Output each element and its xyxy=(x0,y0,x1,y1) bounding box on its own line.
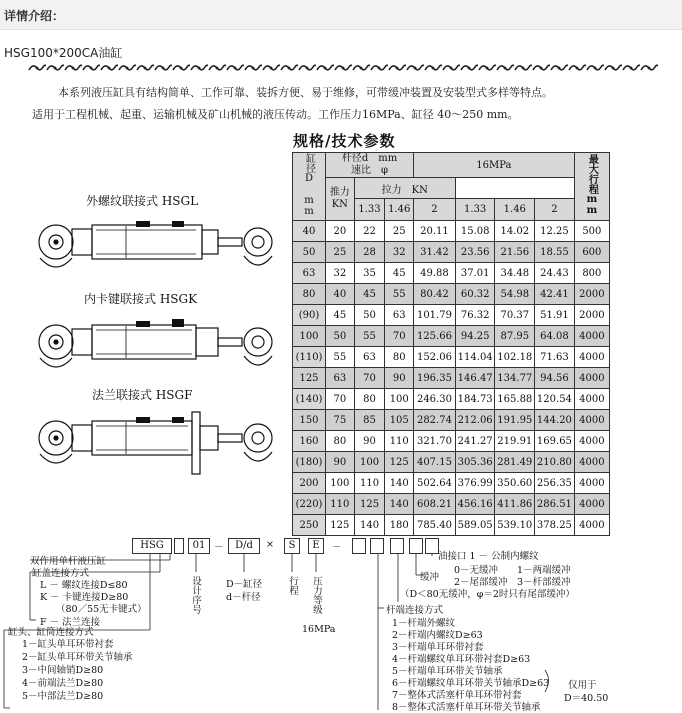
cylinder-drawing-hsgf xyxy=(36,408,286,480)
code-cap-item-1: L － 螺纹连接D≤80 xyxy=(40,580,128,591)
code-rod-item-8: 8－整体式活塞杆单耳环带关节轴承 xyxy=(392,702,541,713)
spec-cell: 281.49 xyxy=(495,452,535,473)
spec-cell: 15.08 xyxy=(455,221,495,242)
spec-cell: 120.54 xyxy=(535,389,575,410)
code-cap-item-3: （80／55无卡键式） xyxy=(56,604,147,615)
code-rod-item-2: 2－杆端内螺纹D≥63 xyxy=(392,630,483,641)
code-cap-item-4: F － 法兰连接 xyxy=(40,617,101,628)
spec-cell: 219.91 xyxy=(495,431,535,452)
code-rod-item-4: 4－杆端螺纹单耳环带衬套D≥63 xyxy=(392,654,531,665)
spec-cell: 110 xyxy=(385,431,414,452)
spec-cell: 200 xyxy=(293,473,326,494)
cylinder-drawing-hsgk xyxy=(36,312,286,374)
spec-cell: 376.99 xyxy=(455,473,495,494)
code-box-stroke: S xyxy=(284,538,300,554)
spec-cell: (140) xyxy=(293,389,326,410)
spec-cell: 55 xyxy=(385,284,414,305)
spec-cell: 80 xyxy=(354,389,385,410)
spec-cell: 76.32 xyxy=(455,305,495,326)
spec-cell: 60.32 xyxy=(455,284,495,305)
code-cushion-3: （D＜80无缓冲，φ＝2时只有尾部缓冲） xyxy=(400,589,575,600)
spec-cell: 50 xyxy=(326,326,355,347)
variant-label-hsgf: 法兰联接式 HSGF xyxy=(92,388,193,402)
spec-row xyxy=(293,410,610,431)
spec-cell: 90 xyxy=(326,452,355,473)
spec-cell: 4000 xyxy=(574,431,609,452)
code-design-no-label: 设计序号 xyxy=(190,576,201,614)
spec-cell: 40 xyxy=(326,284,355,305)
spec-cell: 407.15 xyxy=(414,452,456,473)
spec-cell: 180 xyxy=(385,515,414,536)
spec-head-ratio-row: 1.33 1.46 2 1.33 1.46 2 xyxy=(293,199,610,221)
spec-cell: 250 xyxy=(293,515,326,536)
spec-row xyxy=(293,326,610,347)
spec-cell: 85 xyxy=(354,410,385,431)
spec-cell: 20.11 xyxy=(414,221,456,242)
spec-cell: 100 xyxy=(293,326,326,347)
spec-cell: 212.06 xyxy=(455,410,495,431)
spec-cell: 160 xyxy=(293,431,326,452)
code-stroke-label: 行程 xyxy=(287,576,298,595)
code-cushion-1: 0－无缓冲 1－两端缓冲 xyxy=(454,565,571,576)
spec-cell: 28 xyxy=(354,242,385,263)
spec-cell: 500 xyxy=(574,221,609,242)
spec-cell: 49.88 xyxy=(414,263,456,284)
code-box-pressure: E xyxy=(308,538,324,554)
spec-row xyxy=(293,389,610,410)
code-dash-1: － xyxy=(214,542,224,553)
code-box-blank-1 xyxy=(174,538,184,554)
spec-cell: 101.79 xyxy=(414,305,456,326)
code-head-item-2: 2－缸头单耳环带关节轴承 xyxy=(22,652,133,663)
spec-cell: 140 xyxy=(385,473,414,494)
spec-cell: 90 xyxy=(354,431,385,452)
spec-cell: 184.73 xyxy=(455,389,495,410)
spec-cell: 4000 xyxy=(574,515,609,536)
spec-cell: 140 xyxy=(385,494,414,515)
spec-cell: 80.42 xyxy=(414,284,456,305)
code-box-design-no: 01 xyxy=(188,538,210,554)
code-head-item-1: 1－缸头单耳环带衬套 xyxy=(22,639,114,650)
spec-cell: 196.35 xyxy=(414,368,456,389)
spec-cell: 32 xyxy=(326,263,355,284)
code-cushion-2: 2－尾部缓冲 3－杆部缓冲 xyxy=(454,577,571,588)
code-series: 双作用单杆液压缸 xyxy=(30,556,107,567)
spec-cell: 125 xyxy=(354,494,385,515)
code-box-bore: D/d xyxy=(228,538,260,554)
spec-cell: 100 xyxy=(385,389,414,410)
code-pressure-value: 16MPa xyxy=(302,624,336,635)
code-box-blank-6 xyxy=(425,538,439,554)
spec-cell: 42.41 xyxy=(535,284,575,305)
spec-cell: 45 xyxy=(326,305,355,326)
intro-line-2: 适用于工程机械、起重、运输机械及矿山机械的液压传动。工作压力16MPa、缸径 40～250 mm。 xyxy=(32,108,519,121)
spec-row xyxy=(293,494,610,515)
spec-cell: 110 xyxy=(326,494,355,515)
code-only-note-2: D＝40.50 xyxy=(564,693,609,704)
intro-line-1: 本系列液压缸具有结构简单、工作可靠、装拆方便、易于维修，可带缓冲装置及安装型式多样等特点。 xyxy=(58,86,553,99)
spec-cell: 4000 xyxy=(574,389,609,410)
spec-cell: 22 xyxy=(354,221,385,242)
spec-cell: 600 xyxy=(574,242,609,263)
spec-row xyxy=(293,347,610,368)
spec-cell: 589.05 xyxy=(455,515,495,536)
spec-cell: 80 xyxy=(293,284,326,305)
spec-cell: 241.27 xyxy=(455,431,495,452)
spec-cell: 210.80 xyxy=(535,452,575,473)
spec-cell: 4000 xyxy=(574,473,609,494)
spec-cell: 102.18 xyxy=(495,347,535,368)
spec-cell: 114.04 xyxy=(455,347,495,368)
code-head-item-5: 5－中部法兰D≥80 xyxy=(22,691,104,702)
spec-row xyxy=(293,305,610,326)
spec-heading: 规格/技术参数 xyxy=(293,132,396,150)
spec-cell: 70.37 xyxy=(495,305,535,326)
spec-cell: (180) xyxy=(293,452,326,473)
spec-row xyxy=(293,368,610,389)
spec-cell: 25 xyxy=(326,242,355,263)
spec-cell: 4000 xyxy=(574,410,609,431)
code-rod-item-5: 5－杆端单耳环带关节轴承 xyxy=(392,666,503,677)
spec-cell: 150 xyxy=(293,410,326,431)
product-title: HSG100*200CA油缸 xyxy=(4,46,123,60)
spec-cell: 100 xyxy=(354,452,385,473)
spec-cell: 191.95 xyxy=(495,410,535,431)
code-bore-label: D－缸径 xyxy=(226,579,263,590)
spec-head-push: 推力KN xyxy=(326,178,355,221)
spec-cell: 45 xyxy=(385,263,414,284)
spec-cell: 50 xyxy=(354,305,385,326)
spec-cell: 256.35 xyxy=(535,473,575,494)
spec-cell: 24.43 xyxy=(535,263,575,284)
spec-cell: 140 xyxy=(354,515,385,536)
spec-cell: 70 xyxy=(354,368,385,389)
code-times: × xyxy=(266,539,274,550)
spec-cell: 37.01 xyxy=(455,263,495,284)
spec-cell: 94.25 xyxy=(455,326,495,347)
spec-cell: 800 xyxy=(574,263,609,284)
spec-cell: 125 xyxy=(293,368,326,389)
variant-label-hsgl: 外螺纹联接式 HSGL xyxy=(86,194,199,208)
spec-cell: 64.08 xyxy=(535,326,575,347)
spec-head-bore: 缸径D mm xyxy=(293,153,326,221)
spec-cell: 94.56 xyxy=(535,368,575,389)
code-box-hsg: HSG xyxy=(132,538,172,554)
code-rod-item-1: 1－杆端外螺纹 xyxy=(392,618,456,629)
code-pressure-label: 压力等级 xyxy=(311,576,322,614)
spec-cell: 282.74 xyxy=(414,410,456,431)
spec-cell: 125 xyxy=(326,515,355,536)
spec-row xyxy=(293,284,610,305)
code-head-title: 缸头、缸筒连接方式 xyxy=(8,627,94,638)
spec-cell: 35 xyxy=(354,263,385,284)
spec-cell: 31.42 xyxy=(414,242,456,263)
code-cushion-label: 缓冲 xyxy=(420,572,440,583)
cylinder-drawing-hsgl xyxy=(36,212,286,274)
spec-cell: 246.30 xyxy=(414,389,456,410)
spec-cell: 125.66 xyxy=(414,326,456,347)
intro-text xyxy=(32,82,652,126)
spec-cell: 350.60 xyxy=(495,473,535,494)
code-head-item-3: 3－中间轴销D≥80 xyxy=(22,665,104,676)
spec-cell: 4000 xyxy=(574,452,609,473)
spec-cell: 4000 xyxy=(574,326,609,347)
code-box-blank-4 xyxy=(390,538,404,554)
code-box-blank-3 xyxy=(370,538,384,554)
detail-header-title: 详情介绍： xyxy=(4,9,65,23)
spec-cell: 169.65 xyxy=(535,431,575,452)
spec-cell: 2000 xyxy=(574,284,609,305)
spec-cell: 110 xyxy=(354,473,385,494)
code-cap-title: 缸盖连接方式 xyxy=(32,568,90,579)
spec-cell: 105 xyxy=(385,410,414,431)
code-port: 油接口 1 － 公制内螺纹 xyxy=(438,551,539,562)
spec-cell: 2000 xyxy=(574,305,609,326)
spec-cell: 63 xyxy=(326,368,355,389)
spec-cell: 502.64 xyxy=(414,473,456,494)
code-rod-title: 杆端连接方式 xyxy=(386,605,444,616)
spec-cell: 14.02 xyxy=(495,221,535,242)
spec-cell: 54.98 xyxy=(495,284,535,305)
spec-cell: 63 xyxy=(293,263,326,284)
spec-cell: 40 xyxy=(293,221,326,242)
spec-cell: 71.63 xyxy=(535,347,575,368)
spec-cell: 18.55 xyxy=(535,242,575,263)
spec-cell: 45 xyxy=(354,284,385,305)
spec-table xyxy=(292,152,610,536)
spec-cell: 125 xyxy=(385,452,414,473)
spec-cell: 55 xyxy=(354,326,385,347)
spec-cell: 50 xyxy=(293,242,326,263)
spec-cell: 20 xyxy=(326,221,355,242)
spec-row xyxy=(293,431,610,452)
spec-cell: 12.25 xyxy=(535,221,575,242)
spec-cell: (90) xyxy=(293,305,326,326)
spec-head-stroke: 最大行程mm xyxy=(574,153,609,221)
spec-row xyxy=(293,263,610,284)
spec-cell: 144.20 xyxy=(535,410,575,431)
spec-cell: 134.77 xyxy=(495,368,535,389)
spec-cell: 63 xyxy=(354,347,385,368)
spec-cell: 32 xyxy=(385,242,414,263)
spec-cell: 4000 xyxy=(574,494,609,515)
spec-cell: 21.56 xyxy=(495,242,535,263)
spec-cell: 321.70 xyxy=(414,431,456,452)
variant-label-hsgk: 内卡键联接式 HSGK xyxy=(84,292,198,306)
spec-cell: 456.16 xyxy=(455,494,495,515)
spec-cell: 25 xyxy=(385,221,414,242)
spec-cell: 305.36 xyxy=(455,452,495,473)
spec-row xyxy=(293,242,610,263)
spec-cell: 75 xyxy=(326,410,355,431)
code-dash-2: － xyxy=(332,542,342,553)
decorative-wave-border xyxy=(28,62,658,74)
spec-cell: 378.25 xyxy=(535,515,575,536)
spec-cell: 4000 xyxy=(574,347,609,368)
spec-cell: 608.21 xyxy=(414,494,456,515)
spec-cell: 63 xyxy=(385,305,414,326)
spec-cell: (110) xyxy=(293,347,326,368)
code-box-blank-5 xyxy=(409,538,423,554)
spec-cell: (220) xyxy=(293,494,326,515)
spec-cell: 51.91 xyxy=(535,305,575,326)
spec-row xyxy=(293,452,610,473)
code-only-note-1: 仅用于 xyxy=(568,680,597,691)
code-cap-item-2: K － 卡键连接D≥80 xyxy=(40,592,129,603)
spec-cell: 152.06 xyxy=(414,347,456,368)
spec-cell: 87.95 xyxy=(495,326,535,347)
spec-cell: 100 xyxy=(326,473,355,494)
code-box-blank-2 xyxy=(352,538,366,554)
spec-cell: 34.48 xyxy=(495,263,535,284)
spec-row xyxy=(293,473,610,494)
spec-cell: 55 xyxy=(326,347,355,368)
code-head-item-4: 4－前端法兰D≥80 xyxy=(22,678,104,689)
spec-head-rod: 杆径d mm 速比 φ xyxy=(326,153,414,178)
model-code-diagram xyxy=(0,520,682,713)
spec-cell: 80 xyxy=(385,347,414,368)
spec-cell: 4000 xyxy=(574,368,609,389)
detail-header-bar xyxy=(0,0,682,30)
spec-cell: 539.10 xyxy=(495,515,535,536)
code-rod-item-3: 3－杆端单耳环带衬套 xyxy=(392,642,484,653)
code-rod-item-7: 7－整体式活塞杆单耳环带衬套 xyxy=(392,690,522,701)
spec-cell: 70 xyxy=(326,389,355,410)
spec-cell: 785.40 xyxy=(414,515,456,536)
spec-cell: 165.88 xyxy=(495,389,535,410)
spec-cell: 23.56 xyxy=(455,242,495,263)
code-rod-item-6: 6－杆端螺纹单耳环带关节轴承D≥63 xyxy=(392,678,550,689)
spec-cell: 80 xyxy=(326,431,355,452)
spec-cell: 90 xyxy=(385,368,414,389)
spec-cell: 146.47 xyxy=(455,368,495,389)
code-rod-label: d－杆径 xyxy=(226,592,261,603)
spec-cell: 286.51 xyxy=(535,494,575,515)
spec-cell: 70 xyxy=(385,326,414,347)
spec-head-pressure: 16MPa xyxy=(414,153,575,178)
spec-cell: 411.86 xyxy=(495,494,535,515)
spec-row xyxy=(293,221,610,242)
spec-head-pull: 拉力 KN xyxy=(354,178,455,199)
